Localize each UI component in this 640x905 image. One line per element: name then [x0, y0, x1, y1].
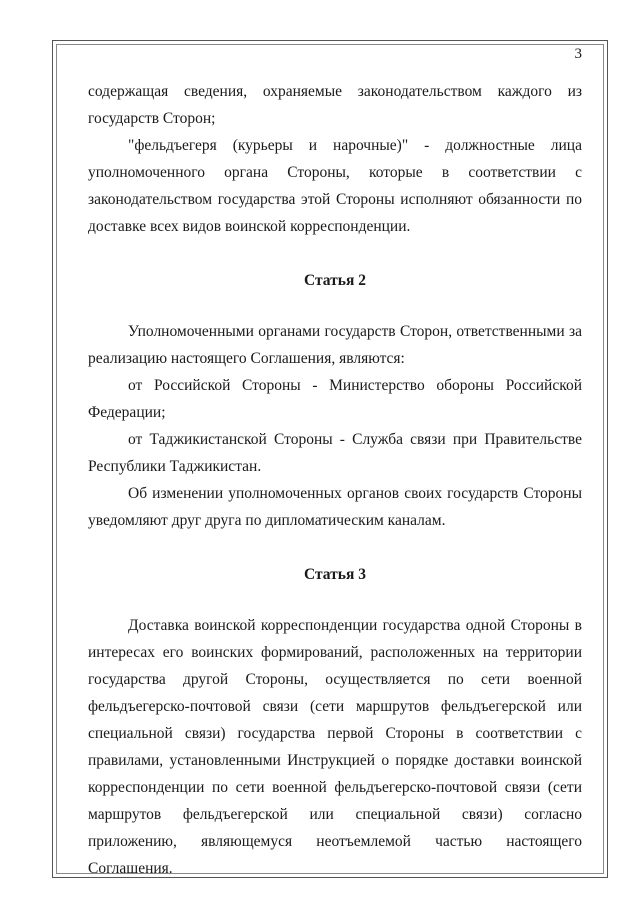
article-3-paragraph: Доставка воинской корреспонденции государства одной Стороны в интересах его воинских формирований, расположенных на территории государства другой Стороны, осуществляется по сети военной фельдъегерско-почтовой связи (сети маршрутов фельдъегерской или специальной связи) государства первой Стороны в соответствии с правилами, установленными Инструкцией о порядке доставки воинской корреспонденции по сети военной фельдъегерско-почтовой связи (сети маршрутов фельдъегерской или специальной связи) согласно приложению, являющемуся неотъемлемой частью настоящего Соглашения. [88, 617, 582, 877]
article-2-paragraph: Об изменении уполномоченных органов своих государств Стороны уведомляют друг друга по дипломатическим каналам. [88, 485, 582, 529]
article-2-heading: Статья 2 [304, 272, 366, 289]
page-number: 3 [574, 46, 582, 62]
document-body [88, 78, 582, 882]
article-2-paragraph: от Таджикистанской Стороны - Служба связи при Правительстве Республики Таджикистан. [88, 431, 582, 475]
article-3-heading: Статья 3 [304, 566, 366, 583]
article-2-paragraph: Уполномоченными органами государств Сторон, ответственными за реализацию настоящего Соглашения, являются: [88, 323, 582, 367]
article-2-paragraph: от Российской Стороны - Министерство обороны Российской Федерации; [88, 377, 582, 421]
paragraph-definition-couriers: "фельдъегеря (курьеры и нарочные)" - должностные лица уполномоченного органа Стороны, которые в соответствии с законодательством государства этой Стороны исполняют обязанности по доставке всех видов воинской корреспонденции. [88, 137, 582, 235]
paragraph-continued: содержащая сведения, охраняемые законодательством каждого из государств Сторон; [88, 83, 582, 127]
